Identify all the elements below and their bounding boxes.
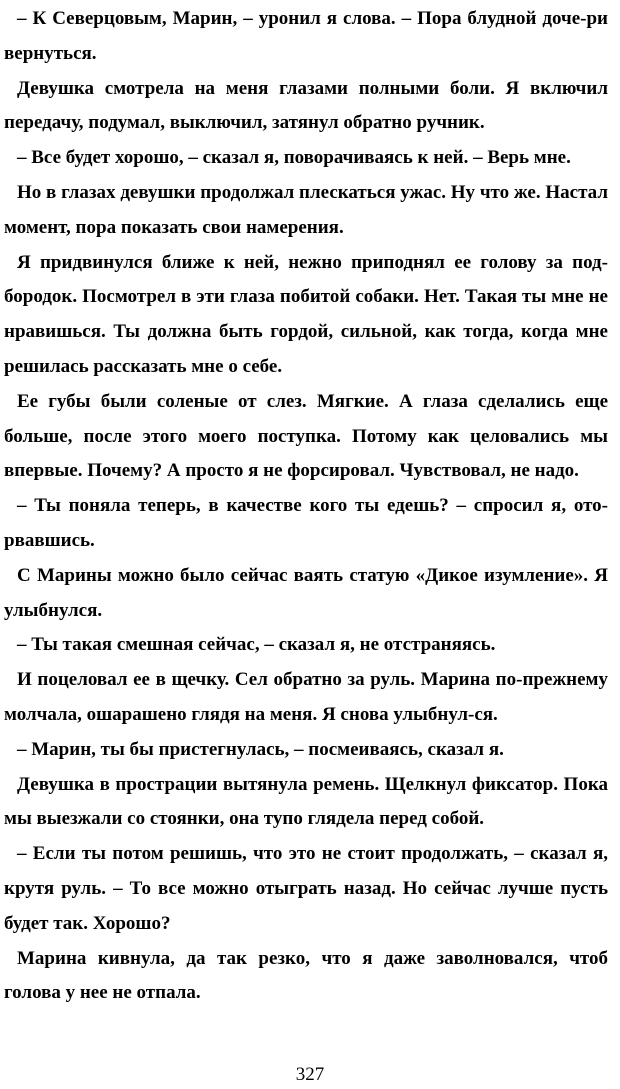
paragraph: – Все будет хорошо, – сказал я, поворачиваясь к ней. – Верь мне. [17, 147, 571, 169]
paragraph: Я придвинулся ближе к ней, нежно приподнял ее голову за под-бородок. Посмотрел в эти глаза побитой собаки. Нет. Такая ты мне не нравишься. Ты должна быть гордой, сильной, как тогда, когда мне решилась рассказать мне о себе. [4, 251, 608, 377]
paragraph: Девушка смотрела на меня глазами полными боли. Я включил передачу, подумал, выключил, затянул обратно ручник. [4, 77, 608, 134]
paragraph: Девушка в прострации вытянула ремень. Щелкнул фиксатор. Пока мы выезжали со стоянки, она тупо глядела перед собой. [4, 773, 608, 830]
paragraph: – К Северцовым, Марин, – уронил я слова. – Пора блудной доче-ри вернуться. [4, 8, 608, 64]
paragraph: – Если ты потом решишь, что это не стоит продолжать, – сказал я, крутя руль. – То все можно отыграть назад. Но сейчас лучше пусть будет так. Хорошо? [4, 843, 608, 934]
paragraph: И поцеловал ее в щечку. Сел обратно за руль. Марина по-прежнему молчала, ошарашено глядя на меня. Я снова улыбнул-ся. [4, 669, 608, 725]
paragraph: С Марины можно было сейчас ваять статую «Дикое изумление». Я улыбнулся. [4, 564, 608, 621]
paragraph: – Ты поняла теперь, в качестве кого ты едешь? – спросил я, ото-рвавшись. [4, 495, 608, 551]
paragraph: – Марин, ты бы пристегнулась, – посмеиваясь, сказал я. [17, 738, 504, 760]
paragraph: Но в глазах девушки продолжал плескаться ужас. Ну что же. Настал момент, пора показать свои намерения. [4, 181, 608, 238]
paragraph: Марина кивнула, да так резко, что я даже заволновался, чтоб голова у нее не отпала. [4, 947, 608, 1004]
page-number: 327 [295, 1064, 325, 1085]
paragraph: Ее губы были соленые от слез. Мягкие. А глаза сделались еще больше, после этого моего поступка. Потому как целовались мы впервые. Почему? А просто я не форсировал. Чувствовал, не надо. [4, 390, 608, 482]
paragraph: – Ты такая смешная сейчас, – сказал я, не отстраняясь. [17, 634, 496, 656]
body-text [4, 2, 608, 1011]
